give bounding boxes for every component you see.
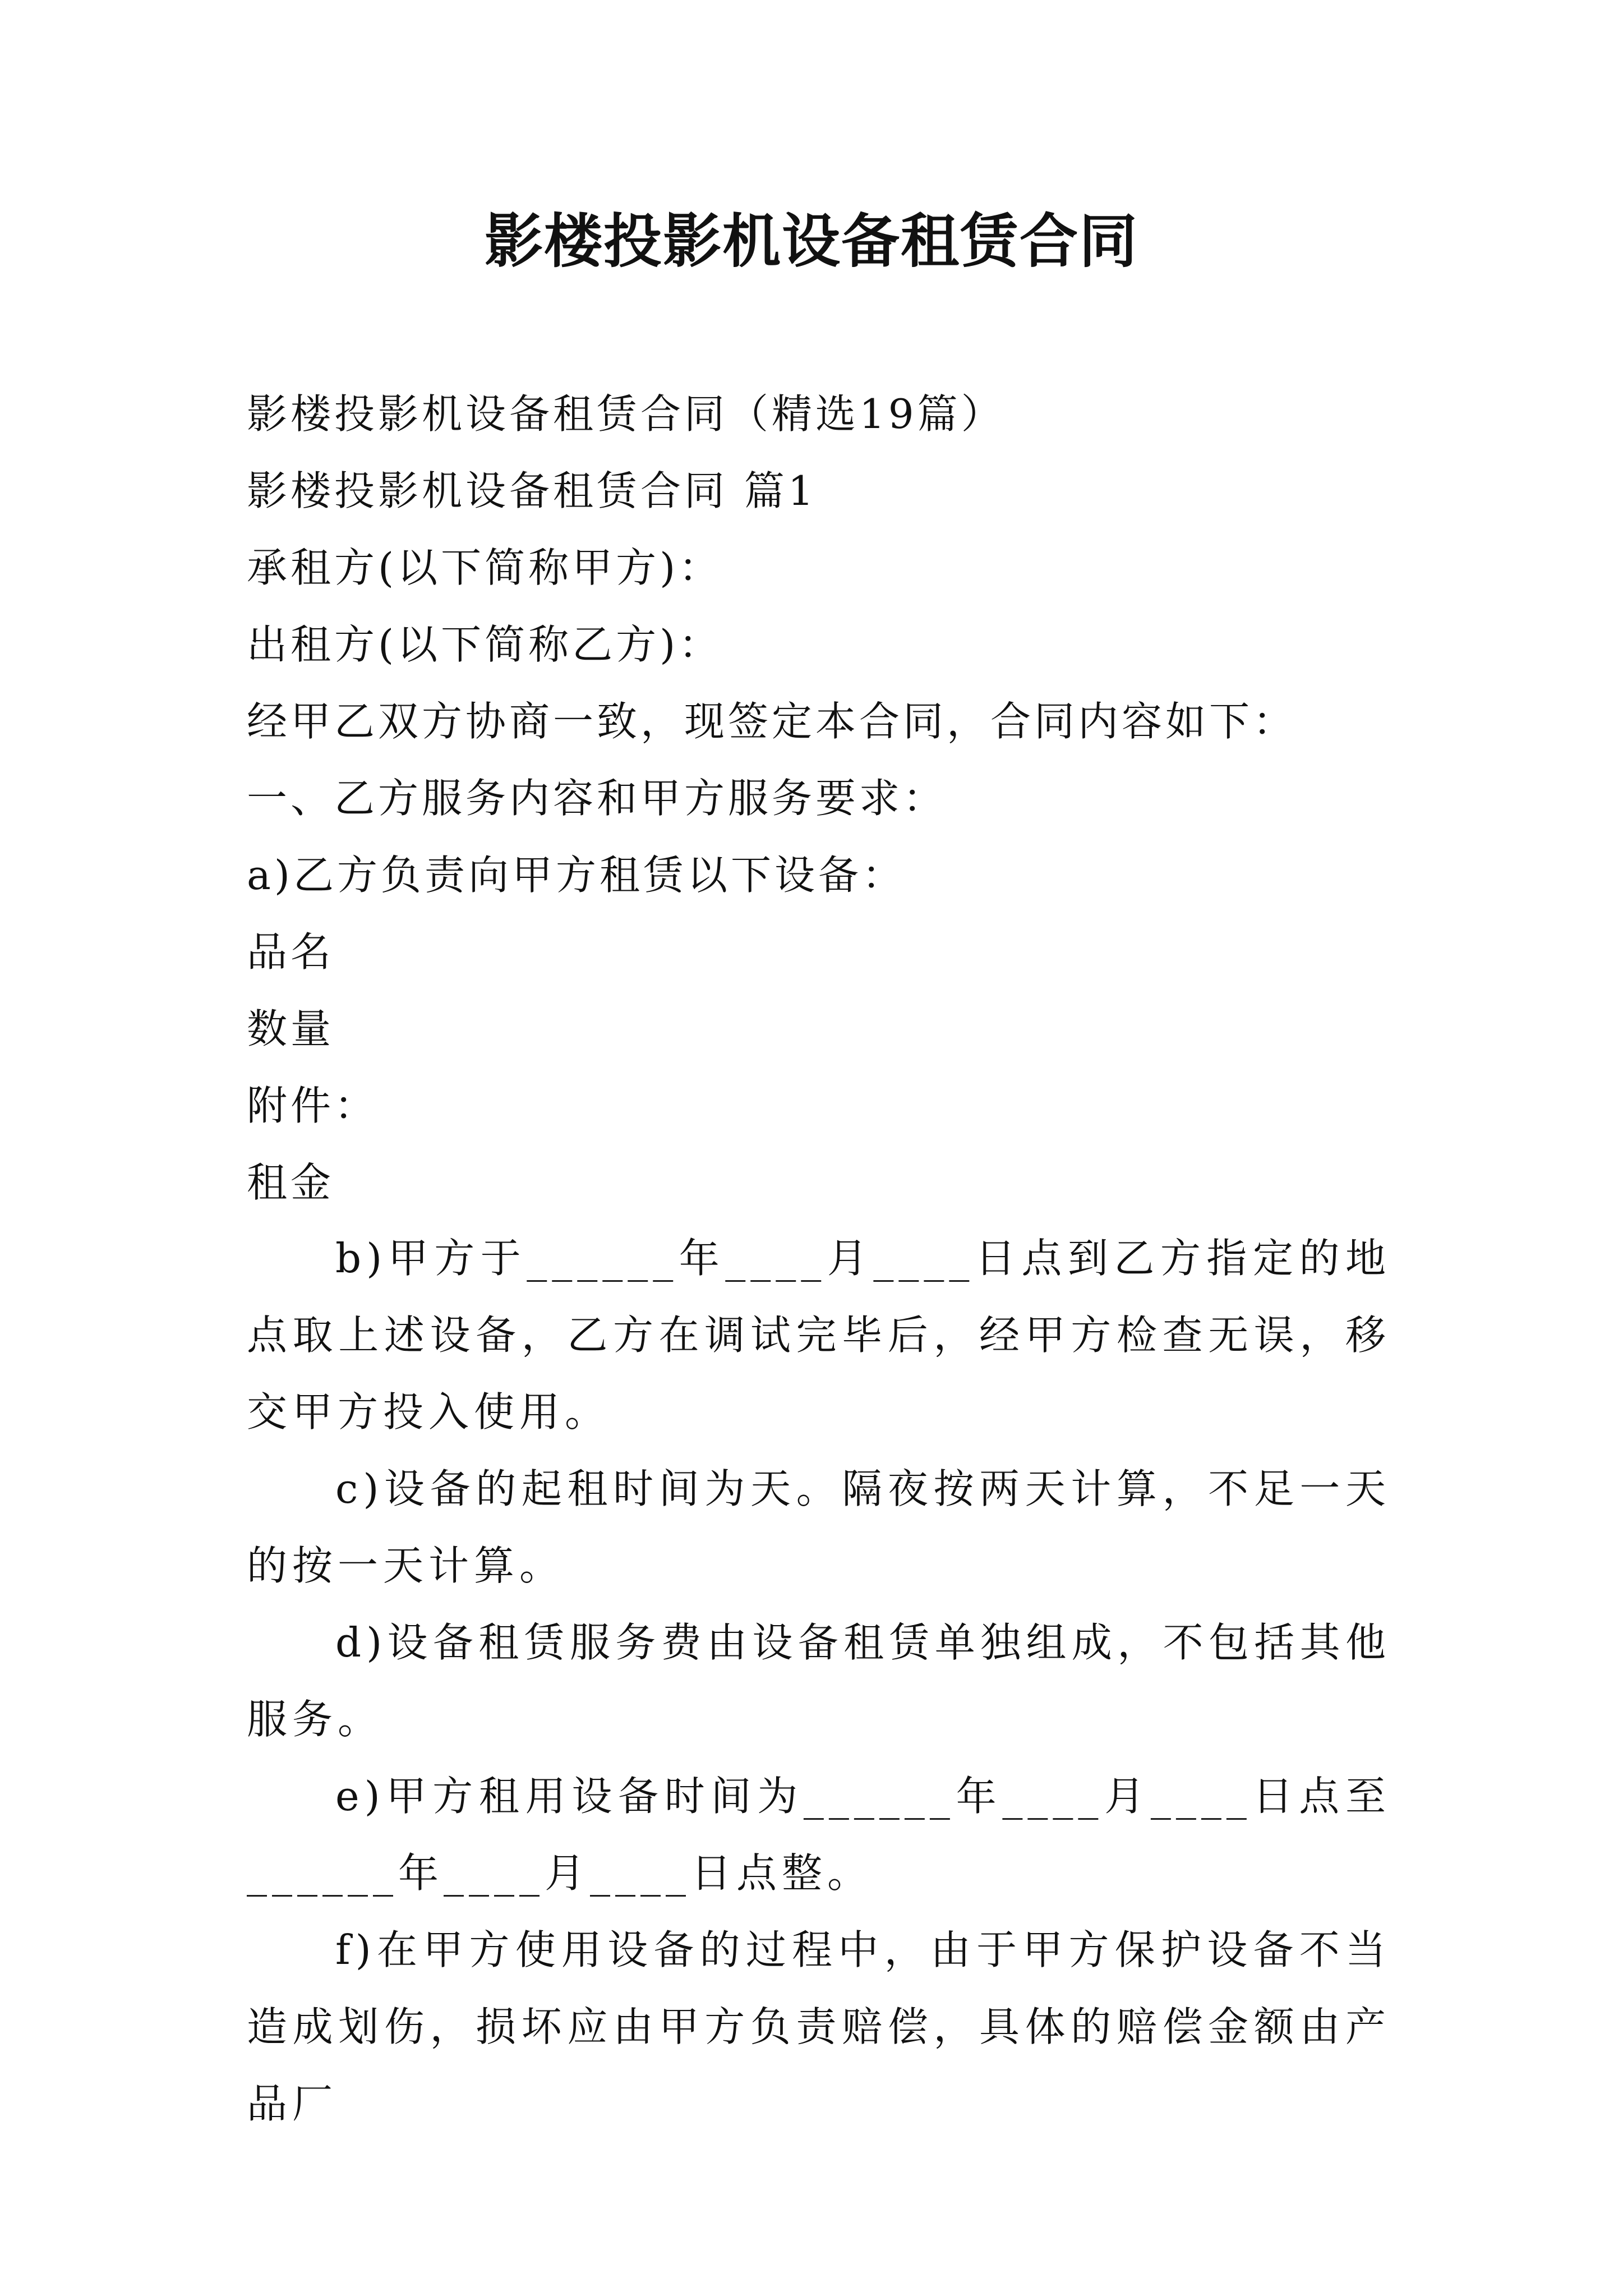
clause-c: c)设备的起租时间为天。隔夜按两天计算，不足一天的按一天计算。 xyxy=(247,1465,1391,1589)
clause-f: f)在甲方使用设备的过程中，由于甲方保护设备不当造成划伤，损坏应由甲方负责赔偿，具体的赔偿金额由产品厂 xyxy=(247,1926,1391,2127)
clause-one-heading: 一、乙方服务内容和甲方服务要求： xyxy=(247,775,947,822)
agreement-line: 经甲乙双方协商一致，现签定本合同，合同内容如下： xyxy=(247,698,1297,745)
item-name-label: 品名 xyxy=(247,928,335,976)
accessories-label: 附件： xyxy=(247,1082,379,1129)
quantity-label: 数量 xyxy=(247,1005,335,1052)
rent-label: 租金 xyxy=(247,1159,335,1206)
lessee-line: 承租方(以下简称甲方)： xyxy=(247,544,723,591)
subtitle-line: 影楼投影机设备租赁合同（精选19篇） xyxy=(247,390,1005,438)
clause-b: b)甲方于______年____月____日点到乙方指定的地点取上述设备，乙方在调试完毕后，经甲方检查无误，移交甲方投入使用。 xyxy=(247,1235,1391,1435)
clause-a: a)乙方负责向甲方租赁以下设备： xyxy=(247,852,906,899)
clause-e: e)甲方租用设备时间为______年____月____日点至______年____月____日点整。 xyxy=(247,1773,1391,1897)
document-title: 影楼投影机设备租赁合同 xyxy=(484,206,1138,275)
clause-d: d)设备租赁服务费由设备租赁单独组成，不包括其他服务。 xyxy=(247,1619,1391,1743)
lessor-line: 出租方(以下简称乙方)： xyxy=(247,621,723,668)
section-heading: 影楼投影机设备租赁合同 篇1 xyxy=(247,467,817,514)
